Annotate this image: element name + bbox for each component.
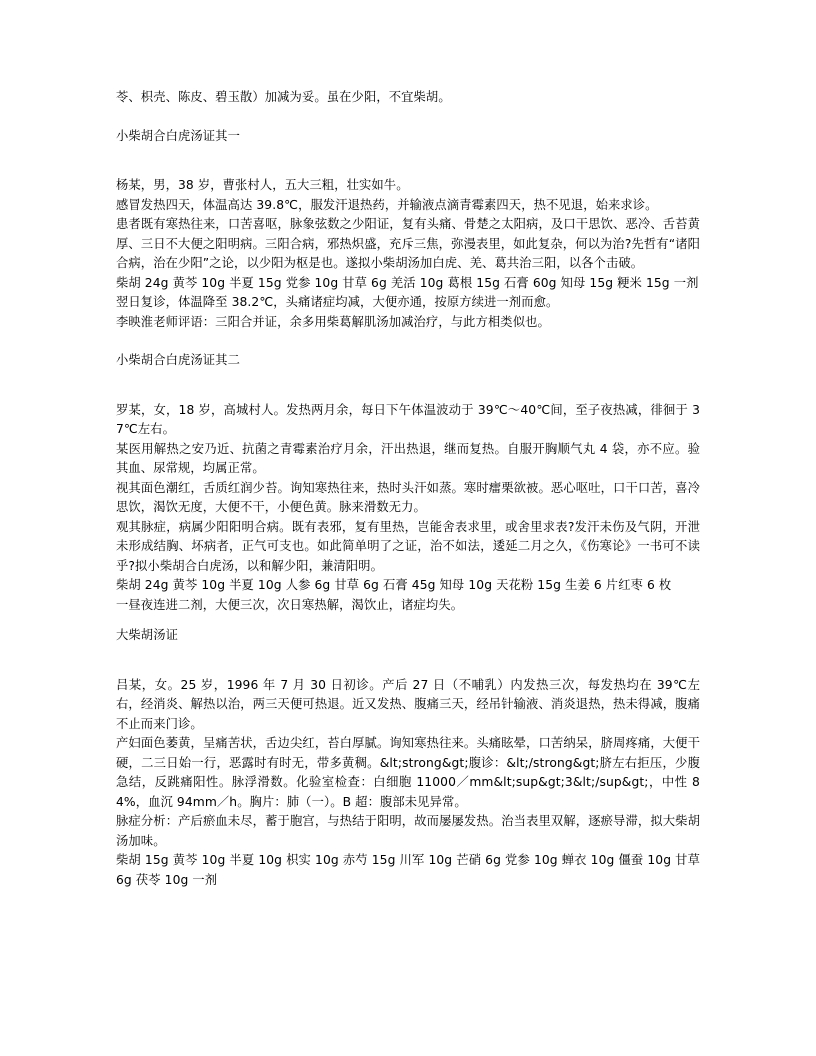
section-heading-dachaihu: 大柴胡汤证 xyxy=(116,628,178,642)
case-patient-intro: 吕某，女。25 岁，1996 年 7 月 30 日初诊。产后 27 日（不哺乳）内发热三次，每发热均在 39℃左右，经消炎、解热以治，两三天便可热退。近又发热、腹痛三天，经吊针输液、消炎退热，热未得减，腹痛不止而来门诊。 xyxy=(116,677,700,731)
case-analysis: 观其脉症，病属少阳阳明合病。既有表邪，复有里热，岂能舍表求里，或舍里求表?发汗未伤及气阴，开泄未形成结胸、坏病者，正气可支也。如此简单明了之证，治不如法，逶延二月之久，《伤寒论》一书可不读乎?拟小柴胡合白虎汤，以和解少阳，兼清阳明。 xyxy=(116,519,700,573)
case-followup: 翌日复诊，体温降至 38.2℃，头痛诸症均减，大便亦通，按原方续进一剂而愈。 xyxy=(116,295,559,309)
case-patient-intro: 罗某，女，18 岁，高城村人。发热两月余，每日下午体温波动于 39℃～40℃间，至子夜热减，徘徊于 37℃左右。 xyxy=(116,402,700,436)
prescription-formula: 柴胡 24g 黄芩 10g 半夏 15g 党参 10g 甘草 6g 羌活 10g 葛根 15g 石膏 60g 知母 15g 粳米 15g 一剂 xyxy=(116,275,699,290)
case-patient-intro: 杨某，男，38 岁，曹张村人，五大三粗，壮实如牛。 xyxy=(116,178,409,192)
case-outcome: 一昼夜连进二剂，大便三次，次日寒热解，渴饮止，诸症均失。 xyxy=(116,597,464,612)
case-prior-treatment: 某医用解热之安乃近、抗菌之青霉素治疗月余，汗出热退，继而复热。自服开胸顺气丸 4 袋，亦不应。验其血、尿常规，均属正常。 xyxy=(116,441,700,475)
spacer xyxy=(116,146,700,176)
section-heading-xiaochaihu-baihu-1: 小柴胡合白虎汤证其一 xyxy=(116,128,240,143)
spacer xyxy=(116,615,700,626)
spacer xyxy=(116,332,700,351)
case-diagnosis: 患者既有寒热往来，口苦喜呕，脉象弦数之少阳证，复有头痛、骨楚之太阳病，及口干思饮、恶冷、舌苔黄厚、三日不大便之阳明病。三阳合病，邪热炽盛，充斥三焦，弥漫表里，如此复杂，何以为治?先哲有“诸阳合病，治在少阳”之论，以少阳为枢是也。遂拟小柴胡汤加白虎、羌、葛共治三阳，以各个击破。 xyxy=(116,217,700,270)
case-examination: 视其面色潮红，舌质红润少苔。询知寒热往来，热时头汗如蒸。寒时癗栗欲被。恶心呕吐，口干口苦，喜冷思饮，渴饮无度，大便不干，小便色黄。脉来滑数无力。 xyxy=(116,480,700,514)
spacer xyxy=(116,108,700,127)
section-heading-xiaochaihu-baihu-2: 小柴胡合白虎汤证其二 xyxy=(116,353,240,367)
prescription-formula: 柴胡 15g 黄芩 10g 半夏 10g 枳实 10g 赤芍 15g 川军 10g 芒硝 6g 党参 10g 蝉衣 10g 僵蚕 10g 甘草 6g 茯苓 10g 一剂 xyxy=(116,853,700,887)
paragraph-continuation: 苓、枳壳、陈皮、碧玉散）加减为妥。虽在少阳，不宜柴胡。 xyxy=(116,90,451,104)
spacer xyxy=(116,646,700,676)
case-examination-with-markup: 产妇面色萎黄，呈痛苦状，舌边尖红，苔白厚腻。询知寒热往来。头痛眩晕，口苦纳呆，脐周疼痛，大便干硬，二三日始一行，恶露时有时无，带多黄稠。&lt;strong&gt;腹诊：&lt;/strong&gt;脐左右拒压，少腹急结，反跳痛阳性。脉浮滑数。化验室检查：白细胞 11000／mm&lt;sup&gt;3&lt;/sup&gt;，中性 84%，血沉 94mm／h。胸片：肺（一）。B 超：腹部未见异常。 xyxy=(116,736,700,809)
teacher-comment: 李映淮老师评语：三阳合并证，余多用柴葛解肌汤加减治疗，与此方相类似也。 xyxy=(116,314,550,329)
prescription-formula: 柴胡 24g 黄芩 10g 半夏 10g 人参 6g 甘草 6g 石膏 45g 知母 10g 天花粉 15g 生姜 6 片红枣 6 枚 xyxy=(116,578,672,592)
case-analysis: 脉症分析：产后瘀血未尽，蓄于胞宫，与热结于阳明，故而屡屡发热。治当表里双解，逐瘀导滞，拟大柴胡汤加味。 xyxy=(116,814,700,848)
spacer xyxy=(116,371,700,401)
document-body xyxy=(116,88,700,890)
case-history: 感冒发热四天，体温高达 39.8℃，服发汗退热药，并输液点滴青霉素四天，热不见退，始来求诊。 xyxy=(116,197,658,212)
